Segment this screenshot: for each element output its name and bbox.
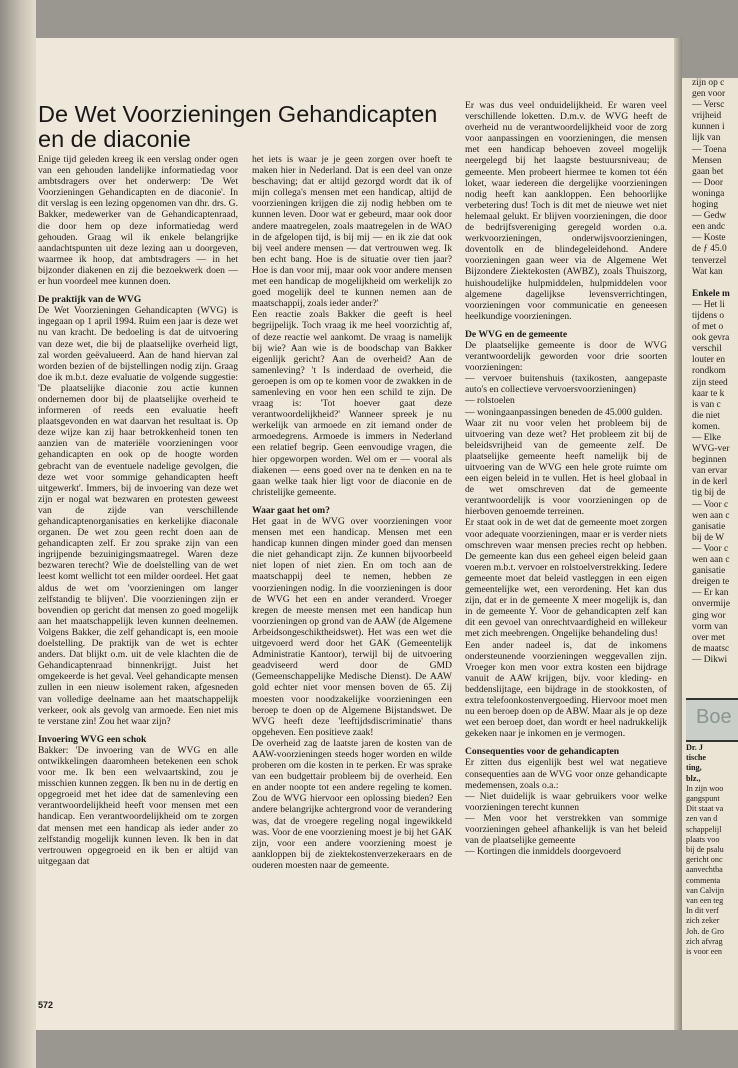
next-page-line: van ervar [692, 466, 728, 477]
next-page-line: — Voor c [692, 543, 729, 554]
next-page-line: gaan bet [692, 166, 724, 177]
next-page-line: bij de psalu [686, 845, 724, 855]
next-page-line: in de kerl [692, 477, 728, 488]
next-page-line: een andc [692, 222, 726, 233]
intro-paragraph: Enige tijd geleden kreeg ik een verslag onder ogen van een gehouden landelijke informatiedag voor ambtsdragers over het onderwerp: 'De Wet Voorzieningen Gehandicapten en de diaconie'. In dit verslag is een lezing opgenomen van dhr. drs. G. Bakker, medewerker van de Gehandicaptenraad, die door hem op deze informatiedag werd gehouden. Graag wil ik enkele belangrijke aandachtspunten uit deze lezing aan u doorgeven, waarmee ik hoop, dat ambtsdragers — in het bijzonder diakenen en zij die bezoekwerk doen — er hun voordeel mee kunnen doen. [38, 154, 238, 288]
next-page-line: louter en [692, 355, 726, 366]
book-gutter-left [0, 0, 36, 1068]
next-page-line [692, 278, 738, 289]
next-page-line: Mensen [692, 155, 722, 166]
section-heading: De praktijk van de WVG [38, 294, 142, 306]
list-item: — Men voor het verstrekken van sommige voorzieningen geheel afhankelijk is van het beleid van de plaatselijke gemeente [465, 812, 667, 847]
next-page-line: — Het li [692, 299, 725, 310]
next-page-line: — Gedw [692, 211, 727, 222]
next-page-line: ting, [686, 763, 702, 773]
paragraph: Een reactie zoals Bakker die geeft is heel begrijpelijk. Toch vraag ik me heel voorzichtig af, of deze reactie wel aankomt. De vraag is namelijk bij wie? Aan wie is de boodschap van Bakker eigenlijk gericht? Aan de overheid? Aan de samenleving? 't Is inderdaad de overheid, die geroepen is om op te komen voor de zwakken in de samenleving en voor hen een schild te zijn. De vraag is: 'Tot hoever gaat deze verantwoordelijkheid?' Wanneer spreek je nu werkelijk van armoede en zit iemand onder de armoedegrens. Armoede is immers in Nederland een relatief begrip. Geen eenvoudige vragen, die hier opgeworpen worden. Wel om er — vooral als diakenen — eens goed over na te denken en na te gaan welke taak hier ligt voor de diaconie en de christelijke gemeente. [252, 309, 452, 498]
next-page-line: van een teg [686, 896, 724, 906]
paragraph: Er staat ook in de wet dat de gemeente moet zorgen voor adequate voorzieningen, maar er is verder niets omschreven waar mensen precies recht op hebben. De gemeente kan dus een geheel eigen beleid gaan voeren m.b.t. vervoer en rolstoelverstrekking. Iedere gemeente moet dat beleid vastleggen in een eigen gemeentelijke wet, een verordening. Het kan dus zijn, dat er in de gemeente X meer mogelijk is, dan in de gemeente Y. Voor de gehandicapten zelf kan dit een gevoel van onrechtvaardigheid en willekeur met zich meebrengen. Ongelijke behandeling dus! [465, 517, 667, 640]
paragraph: Er was dus veel onduidelijkheid. Er waren veel verschillende loketten. D.m.v. de WVG heeft de overheid nu de verantwoordelijkheid voor de zorg voor aanpassingen en voorzieningen, die mensen met een handicap behoeven zoveel mogelijk neergelegd bij het laagste bestuursniveau; de gemeente. Men probeert hiermee te komen tot één loket, waar iedereen die dergelijke voorzieningen nodig heeft kan aankloppen. Een behoorlijke verbetering dus! Toch is dit met de nieuwe wet niet helemaal gelukt. Er blijven voorzieningen, die door de bedrijfsvereniging geregeld worden o.a. werkvoorzieningen, onderwijsvoorzieningen, doventolk en de blindegeleidehond. Andere voorzieningen gaan weer via de Algemene Wet Bijzondere Ziektekosten (AWBZ), zoals Thuiszorg, huishoudelijke hulpmiddelen, hulpmiddelen voor algemene dagelijkse levensverrichtingen, voorzieningen voor communicatie en geneesen heelkundige voorzieningen. [465, 100, 667, 322]
article-column-1 [38, 154, 238, 867]
next-page-line: ook gevra [692, 333, 730, 344]
paragraph: De plaatselijke gemeente is door de WVG verantwoordelijk geworden voor drie soorten voorzieningen: [465, 339, 667, 374]
next-page-line: Dr. J [686, 743, 703, 752]
section-heading: Invoering WVG een schok [38, 733, 147, 745]
paragraph: De Wet Voorzieningen Gehandicapten (WVG) is ingegaan op 1 april 1994. Ruim een jaar is deze wet nu van kracht. De bedoeling is dat de uitvoering van deze wet, die bij de plaatselijke overheid ligt, zal worden geëvalueerd. Aan de hand hiervan zal worden bezien of de bijstellingen nodig zijn. Graag doe ik m.b.t. deze evaluatie de volgende suggestie: 'De plaatselijke diaconie zou actie kunnen ondernemen door bij de plaatselijke overheid te informeren of reeds een evaluatie heeft plaatsgevonden en wat daarvan het resultaat is. Op deze wijze kan zij haar betrokkenheid tonen ten aanzien van de materiële voorzieningen voor gehandicapten en ook op de hoogte worden gebracht van de eventuele nadelige gevolgen, die deze wet voor sommige gehandicapten heeft uitgewerkt'. Immers, bij de invoering van deze wet zijn er nogal wat bezwaren en protesten geweest van de zijde van verschillende gehandicaptenorganisaties en kerkelijke diaconale organen. De wet zou geen recht doen aan de gehandicapten zelf. Er zou sprake zijn van een ingrijpende bezuinigingsmaatregel. Waren deze bezwaren terecht? Wie de doelstelling van de wet leest komt wellicht tot een milder oordeel. Het gaat aldus de wet om 'voorzieningen om langer zelfstandig te blijven'. Die voorzieningen zijn er bovendien op gericht dat mensen zo goed mogelijk aan het maatschappelijk leven kunnen deelnemen. Volgens Bakker, die zelf gehandicapt is, een mooie doelstelling. De praktijk van de wet is echter anders. Dat blijkt o.m. uit de vele klachten die de Gehandicaptenraad binnenkrijgt. Juist het omgekeerde is het geval. Veel gehandicapte mensen zullen in een nieuw isolement raken, afgesneden van volledige deelname aan het maatschappelijk verkeer, ook als gevolg van armoede. Een niet mis te verstane zin! Zou het waar zijn? [38, 305, 238, 727]
list-item: — rolstoelen [465, 395, 515, 407]
next-page-line: tijdens o [692, 310, 725, 321]
paragraph: het iets is waar je je geen zorgen over hoeft te maken hier in Nederland. Dat is een deel van onze beschaving; dat er altijd gezorgd wordt dat ik of mijn collega's mensen met een handicap, altijd de voorzieningen krijgen die zij nodig hebben om te kunnen leven. Door wat er gebeurd, maar ook door andere maatregelen, zoals maatregelen in de WAO in de afgelopen tijd, is bij mij — en ik zie dat ook bij veel andere mensen — dat vertrouwen weg. Ik ben echt bang. Hoe is de situatie over tien jaar? Hoe is dan voor mij, maar ook voor andere mensen met een handicap de mogelijkheid om werkelijk zo goed mogelijk deel te kunnen nemen aan de maatschappij, zoals ieder ander?' [252, 154, 452, 310]
next-page-line: Enkele m [692, 288, 730, 299]
next-page-text [692, 78, 738, 666]
next-page-line: In zijn woo [686, 783, 724, 793]
list-item: — vervoer buitenshuis (taxikosten, aangepaste auto's en collectieve vervoersvoorzieningen) [465, 373, 667, 396]
list-item: — woningaanpassingen beneden de 45.000 gulden. [465, 406, 663, 418]
article-column-3 [465, 100, 667, 857]
next-page-line: lijk van [692, 133, 721, 144]
article-column-2 [252, 154, 452, 871]
next-page-line: plaats voo [686, 834, 720, 844]
next-page-line: zich afvrag [686, 936, 723, 946]
next-page-line: blz., [686, 773, 701, 783]
next-page-line: gericht onc [686, 855, 723, 865]
next-page-line: commenta [686, 875, 721, 885]
next-page-line: gen voor [692, 89, 726, 100]
section-heading: Waar gaat het om? [252, 504, 330, 516]
next-page-line: — Voor c [692, 499, 729, 510]
section-heading: Consequenties voor de gehandicapten [465, 746, 620, 758]
section-heading: De WVG en de gemeente [465, 328, 568, 340]
page-number: 572 [38, 1000, 54, 1010]
book-review-header [686, 698, 738, 742]
next-page-line: onvermije [692, 599, 731, 610]
next-page-line: van Calvijn [686, 885, 724, 895]
next-page-line: — Elke [692, 433, 721, 443]
paragraph: Waar zit nu voor velen het probleem bij de uitvoering van deze wet? Het probleem zit bij de beleidsvrijheid van de gemeente zelf. De plaatselijke gemeente heeft namelijk bij de uitvoering van de WVG een hele grote ruimte om een eigen beleid in te vullen. Het is heel globaal in de wet omschreven dat de gemeente verantwoordelijk is voor voorzieningen op de hierboven genoemde terreinen. [465, 417, 667, 518]
next-page-line: komen. [692, 421, 720, 432]
next-page-line: of met o [692, 322, 724, 333]
next-page-line: over met [692, 632, 726, 643]
next-page-line: kaar te k [692, 388, 725, 399]
next-page-line: — Versc [692, 100, 725, 111]
next-page-line: vorm van [692, 621, 728, 632]
next-page-line: de maatsc [692, 643, 730, 654]
next-page-line: ganisatie [692, 521, 726, 532]
paragraph: Bakker: 'De invoering van de WVG en alle ontwikkelingen daaromheen betekenen een schok voor me. Ik ben een welvaartskind, zou je misschien kunnen zeggen. Ik ben nu in de dertig en opgegroeid met het idee dat de samenleving een verantwoordelijkheid heeft voor mensen met een handicap. Een verantwoordelijkheid om te zorgen dat mensen met een handicap als ieder ander zo zelfstandig mogelijk kunnen leven. Ik ben in dat vertrouwen opgegroeid en ik ben er altijd van uitgegaan dat [38, 744, 238, 867]
next-page-line: zijn steed [692, 377, 728, 388]
next-page-line: zijn op c [692, 78, 725, 88]
next-page-line: — Toena [692, 144, 727, 155]
next-page-line: woninga [692, 188, 725, 199]
next-page-line: gangspunt [686, 794, 720, 804]
next-page-line: — Er kan [692, 588, 729, 599]
page-fold [674, 38, 682, 1030]
next-page-partial [682, 78, 738, 1030]
next-page-line: ging wor [692, 610, 726, 621]
next-page-line: In dit verf [686, 906, 719, 916]
article-title: De Wet Voorzieningen Gehandicapten en de diaconie [38, 101, 438, 152]
next-page-line: tenverzel [692, 255, 727, 266]
next-page-line: — Dikwi [692, 654, 728, 665]
next-page-line: de ƒ 45.0 [692, 244, 727, 255]
next-page-line: wen aan c [692, 510, 730, 521]
list-item: — Niet duidelijk is waar gebruikers voor welke voorzieningen terecht kunnen [465, 790, 667, 813]
next-page-line: — Koste [692, 233, 726, 244]
next-page-line: bij de W [692, 532, 725, 543]
next-page-line: aanvechtba [686, 865, 723, 875]
next-page-line: is van c [692, 399, 721, 410]
next-page-line: is voor een [686, 947, 722, 957]
next-page-line: zich zeker [686, 916, 720, 926]
next-page-line: zen van d [686, 814, 718, 824]
book-review-title: Boe [696, 706, 732, 728]
next-page-line: vrijheid [692, 111, 722, 122]
next-page-line: — Door [692, 177, 723, 188]
next-page-line: Dit staat va [686, 804, 724, 814]
next-page-line: schappelijl [686, 824, 722, 834]
next-page-line: rondkom [692, 366, 726, 377]
next-page-line: dreigen te [692, 577, 730, 588]
list-item: — Kortingen die inmiddels doorgevoerd [465, 846, 621, 858]
next-page-line: ganisatie [692, 566, 726, 577]
next-page-line: beginnen [692, 455, 727, 466]
next-page-line: wen aan c [692, 555, 730, 566]
paragraph: Er zitten dus eigenlijk best wel wat negatieve consequenties aan de WVG voor onze gehandicapte medemensen, zoals o.a.: [465, 757, 667, 791]
next-page-line: hoging [692, 200, 719, 211]
next-page-line: Joh. de Gro [686, 926, 724, 936]
next-page-line: verschil [692, 344, 722, 355]
next-page-line: tische [686, 753, 707, 763]
next-page-line: Wat kan [692, 266, 723, 277]
next-page-line: kunnen i [692, 122, 725, 133]
next-page-line: WVG-ver [692, 444, 730, 455]
paragraph: Het gaat in de WVG over voorzieningen voor mensen met een handicap. Mensen met een handicap kunnen dingen minder goed dan mensen die niet gehandicapt zijn. Ze kunnen bijvoorbeeld niet lopen of niet zien. En om toch aan de maatschappij deel te nemen, hebben ze voorzieningen nodig. In die voorzieningen is door de WVG het een en ander veranderd. Vroeger kregen de meeste mensen met een handicap hun voorzieningen op grond van de AAW (de Algemene Arbeidsongeschiktheidswet). Het was een wet die uitgevoerd werd door het GAK (Gemeentelijk Administratie Kantoor), terwijl bij de uitvoering geadviseerd werd door de GMD (Gemeenschappelijke Medische Dienst). De AAW gold echter niet voor mensen boven de 65. Zij moesten voor noodzakelijke voorzieningen een beroep te doen op de Algemene Bijstandswet. De WVG heeft deze 'leeftijdsdiscriminatie' thans opgeheven. Een positieve zaak! [252, 516, 452, 738]
next-page-line: tig bij de [692, 488, 726, 499]
paragraph: Een ander nadeel is, dat de inkomens ondersteunende voorzieningen weggevallen zijn. Vroeger kon men voor extra kosten een bijdrage vanuit de AAW krijgen, bijv. voor kleding- en beddenslijtage, een bijdrage in de stookkosten, of extra telefoonkostenvergoeding. Hiervoor moet men nu een beroep doen op de ABW. Maar als je op deze wet een beroep doet, dan wordt er heel nadrukkelijk gekeken naar je inkomen en je vermogen. [465, 639, 667, 740]
next-page-line: die niet [692, 410, 720, 421]
paragraph: De overheid zag de laatste jaren de kosten van de AAW-voorzieningen steeds hoger worden en wilde proberen om die kosten in te perken. Er was sprake van een budgettair probleem bij de overheid. Een en ander noopte tot een andere regeling te komen. Zou de WVG hiervoor een oplossing bieden? Een andere belangrijke achtergrond voor de verandering was, dat de vroegere regeling nogal ingewikkeld was. Voor de ene voorziening moest je bij het GAK zijn, voor een andere voorziening moest je aankloppen bij de ziektekostenverzekeraars en de ouderen moesten naar de gemeente. [252, 737, 452, 871]
book-review-text [686, 743, 738, 957]
